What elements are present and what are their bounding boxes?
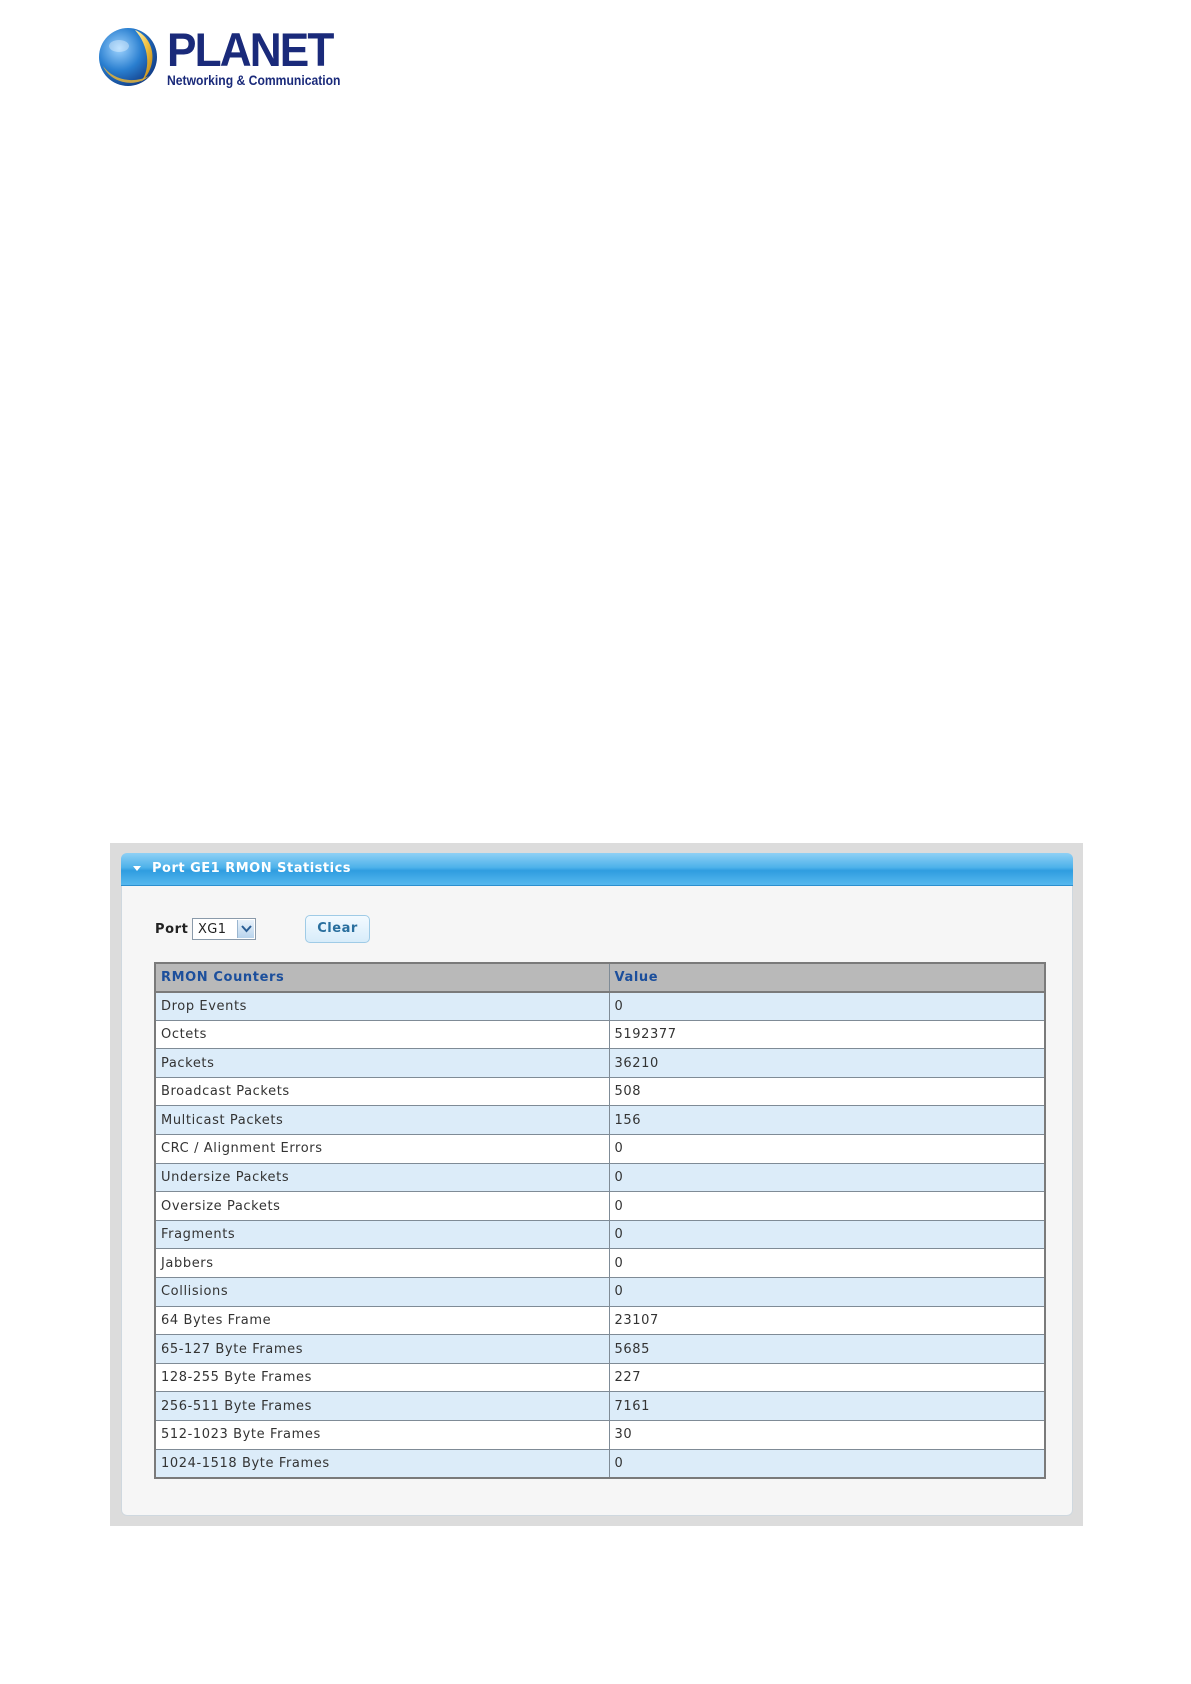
table-row [155,1077,1045,1106]
table-header-row [155,963,1045,992]
table-row [155,1335,1045,1364]
counter-name: 1024-1518 Byte Frames [155,1449,609,1478]
counter-value: 5685 [609,1335,1045,1364]
counter-name: Collisions [155,1278,609,1307]
counter-value: 0 [609,1135,1045,1164]
clear-button[interactable]: Clear [305,915,370,943]
panel-header[interactable] [121,853,1073,886]
counter-name: Octets [155,1020,609,1049]
counter-value: 23107 [609,1306,1045,1335]
table-row [155,1049,1045,1078]
table-row [155,1135,1045,1164]
counter-value: 0 [609,1449,1045,1478]
table-row [155,1306,1045,1335]
counter-value: 508 [609,1077,1045,1106]
table-row [155,992,1045,1021]
caret-down-icon[interactable] [133,866,141,871]
counter-value: 0 [609,1163,1045,1192]
rmon-counters-table [154,962,1046,1479]
table-row [155,1449,1045,1478]
counter-name: Drop Events [155,992,609,1021]
counter-value: 156 [609,1106,1045,1135]
table-row [155,1363,1045,1392]
column-header-value: Value [609,963,1045,992]
counter-value: 0 [609,992,1045,1021]
counter-name: Jabbers [155,1249,609,1278]
counter-value: 0 [609,1192,1045,1221]
port-label: Port [155,922,189,937]
counter-name: Multicast Packets [155,1106,609,1135]
table-row [155,1106,1045,1135]
counter-name: Broadcast Packets [155,1077,609,1106]
globe-icon [97,26,159,88]
counter-value: 0 [609,1220,1045,1249]
chevron-down-icon [241,925,252,933]
counter-name: Oversize Packets [155,1192,609,1221]
counter-name: CRC / Alignment Errors [155,1135,609,1164]
column-header-counters: RMON Counters [155,963,609,992]
counter-value: 227 [609,1363,1045,1392]
screenshot-frame [110,843,1083,1526]
port-select-value: XG1 [198,922,227,937]
table-row [155,1020,1045,1049]
counter-name: 64 Bytes Frame [155,1306,609,1335]
counter-name: 65-127 Byte Frames [155,1335,609,1364]
counter-value: 0 [609,1278,1045,1307]
counter-name: Packets [155,1049,609,1078]
brand-name: PLANET [167,23,333,76]
counter-value: 7161 [609,1392,1045,1421]
counter-name: Undersize Packets [155,1163,609,1192]
table-row [155,1163,1045,1192]
rmon-statistics-panel [121,853,1073,1516]
table-row [155,1192,1045,1221]
counter-value: 0 [609,1249,1045,1278]
planet-logo [97,23,347,90]
counter-value: 5192377 [609,1020,1045,1049]
counter-value: 36210 [609,1049,1045,1078]
brand-tagline: Networking & Communication [167,73,341,88]
table-row [155,1421,1045,1450]
counter-value: 30 [609,1421,1045,1450]
table-row [155,1278,1045,1307]
counter-name: 512-1023 Byte Frames [155,1421,609,1450]
panel-title: Port GE1 RMON Statistics [152,861,352,876]
port-select[interactable] [192,918,256,940]
counter-name: Fragments [155,1220,609,1249]
counter-name: 128-255 Byte Frames [155,1363,609,1392]
table-row [155,1220,1045,1249]
counter-name: 256-511 Byte Frames [155,1392,609,1421]
dropdown-button[interactable] [237,920,254,938]
table-row [155,1249,1045,1278]
table-row [155,1392,1045,1421]
